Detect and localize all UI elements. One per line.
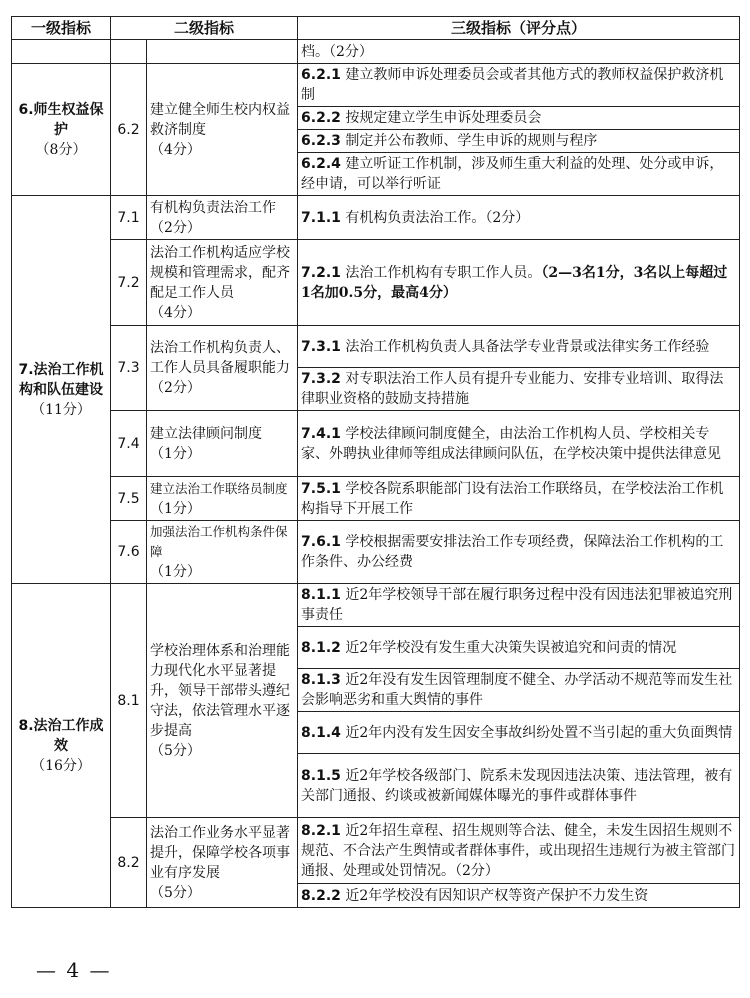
sub-index-8-2: 8.2 [111, 818, 147, 908]
sub-desc-7-2 [147, 240, 298, 326]
item-text: 近2年招生章程、招生规则等合法、健全，未发生因招生规则不规范、不合法产生舆情或者群体事件，或出现招生违规行为被主管部门通报、处理或处罚情况。（2分） [301, 822, 736, 879]
item-7-6-1 [298, 521, 740, 584]
sub-desc-7-3 [147, 326, 298, 411]
item-7-5-1 [298, 477, 740, 521]
table-row [12, 40, 740, 64]
table-row [12, 521, 740, 584]
item-code: 8.2.1 [301, 822, 341, 839]
sub-index-7-6: 7.6 [111, 521, 147, 584]
item-text: 学校法律顾问制度健全，由法治工作机构人员、学校相关专家、外聘执业律师等组成法律顾问队伍，在学校决策中提供法律意见 [301, 425, 722, 462]
sub-index-7-1: 7.1 [111, 196, 147, 240]
item-8-1-2 [298, 627, 740, 669]
item-6-2-4 [298, 153, 740, 196]
header-level3: 三级指标（评分点） [298, 17, 740, 40]
sub-desc-8-2 [147, 818, 298, 908]
sub-score: （4分） [150, 304, 201, 321]
item-code: 7.4.1 [301, 425, 341, 442]
table-row [12, 818, 740, 884]
item-code: 8.1.4 [301, 724, 341, 741]
sub-desc-text: 建立健全师生校内权益救济制度 [150, 101, 290, 138]
item-text: 学校根据需要安排法治工作专项经费，保障法治工作机构的工作条件、办公经费 [301, 534, 724, 570]
item-code: 7.3.2 [301, 371, 341, 387]
item-code: 7.3.1 [301, 338, 341, 355]
section-8-title [12, 584, 111, 908]
sub-desc-7-4 [147, 411, 298, 477]
section-score: （8分） [35, 141, 87, 158]
item-text: 近2年没有发生因管理制度不健全、办学活动不规范等而发生社会影响恶劣和重大舆情的事件 [301, 672, 733, 708]
section-title-text: 7.法治工作机构和队伍建设 [18, 361, 104, 398]
item-text: 对专职法治工作人员有提升专业能力、安排专业培训、取得法律职业资格的鼓励支持措施 [301, 371, 724, 407]
item-code: 8.1.5 [301, 767, 341, 784]
item-text: 近2年内没有发生因安全事故纠纷处置不当引起的重大负面舆情 [345, 724, 733, 741]
sub-score: （5分） [150, 884, 201, 901]
sub-score: （4分） [150, 141, 201, 158]
evaluation-table [11, 16, 740, 908]
item-text: 有机构负责法治工作。（2分） [345, 209, 530, 226]
table-row [12, 240, 740, 326]
sub-desc-text: 有机构负责法治工作 [150, 199, 276, 216]
item-text: 近2年学校各级部门、院系未发现因违法决策、违法管理，被有关部门通报、约谈或被新闻媒体曝光的事件或群体事件 [301, 767, 733, 804]
sub-desc-text: 法治工作机构负责人、工作人员具备履职能力 [150, 340, 290, 376]
item-code: 7.6.1 [301, 534, 341, 550]
item-8-2-1 [298, 818, 740, 884]
table-row [12, 584, 740, 627]
sub-desc-6-2 [147, 64, 298, 196]
continuation-text: 档。（2分） [298, 40, 740, 64]
item-8-1-3 [298, 669, 740, 712]
item-text: 法治工作机构负责人具备法学专业背景或法律实务工作经验 [345, 338, 710, 355]
item-code: 6.2.1 [301, 67, 341, 83]
sub-index-7-2: 7.2 [111, 240, 147, 326]
item-code: 7.5.1 [301, 480, 341, 497]
table-header-row [12, 17, 740, 40]
item-text: 按规定建立学生申诉处理委员会 [345, 110, 542, 126]
item-text: 近2年学校没有因知识产权等资产保护不力发生资 [345, 887, 649, 904]
sub-score: （2分） [150, 380, 201, 396]
section-title-text: 6.师生权益保护 [18, 101, 104, 138]
item-text: 学校各院系职能部门设有法治工作联络员，在学校法治工作机构指导下开展工作 [301, 480, 724, 517]
sub-index-8-1: 8.1 [111, 584, 147, 818]
item-7-1-1 [298, 196, 740, 240]
item-score-rule: （2—3名1分，3名以上每超过1名加0.5分，最高4分） [301, 264, 728, 301]
item-7-2-1 [298, 240, 740, 326]
sub-score: （5分） [150, 742, 201, 759]
item-text: 建立听证工作机制，涉及师生重大利益的处理、处分或申诉，经申请，可以举行听证 [301, 156, 724, 192]
table-row [12, 196, 740, 240]
sub-desc-text: 加强法治工作机构条件保障 [150, 524, 288, 559]
sub-index-7-4: 7.4 [111, 411, 147, 477]
page-number: — 4 — [36, 958, 112, 982]
sub-score: （2分） [150, 219, 201, 236]
section-7-title [12, 196, 111, 584]
table-row [12, 326, 740, 368]
sub-desc-text: 法治工作机构适应学校规模和管理需求，配齐配足工作人员 [150, 244, 290, 301]
item-6-2-3 [298, 130, 740, 153]
item-6-2-1 [298, 64, 740, 107]
section-6-title [12, 64, 111, 196]
sub-index-6-2: 6.2 [111, 64, 147, 196]
item-text: 制定并公布教师、学生申诉的规则与程序 [345, 133, 598, 149]
section-score: （11分） [31, 401, 91, 418]
item-text: 建立教师申诉处理委员会或者其他方式的教师权益保护救济机制 [301, 67, 724, 103]
item-8-2-2 [298, 884, 740, 908]
sub-desc-text: 建立法律顾问制度 [150, 425, 262, 442]
sub-index-7-5: 7.5 [111, 477, 147, 521]
sub-index-7-3: 7.3 [111, 326, 147, 411]
item-7-4-1 [298, 411, 740, 477]
table-row [12, 411, 740, 477]
section-title-text: 8.法治工作成效 [18, 717, 104, 754]
table-row [12, 64, 740, 107]
item-code: 6.2.4 [301, 156, 341, 172]
sub-score: （1分） [150, 500, 201, 517]
sub-score: （1分） [150, 445, 201, 462]
item-8-1-1 [298, 584, 740, 627]
item-code: 8.2.2 [301, 887, 341, 904]
item-7-3-1 [298, 326, 740, 368]
item-8-1-4 [298, 712, 740, 754]
header-level1: 一级指标 [12, 17, 111, 40]
item-code: 8.1.2 [301, 639, 341, 656]
sub-desc-7-5 [147, 477, 298, 521]
header-level2: 二级指标 [111, 17, 298, 40]
item-6-2-2 [298, 107, 740, 130]
sub-desc-text: 学校治理体系和治理能力现代化水平显著提升，领导干部带头遵纪守法，依法管理水平逐步提高 [150, 642, 290, 739]
sub-desc-7-6 [147, 521, 298, 584]
item-code: 7.2.1 [301, 264, 341, 281]
item-code: 8.1.3 [301, 672, 341, 688]
sub-desc-8-1 [147, 584, 298, 818]
item-code: 8.1.1 [301, 587, 341, 603]
sub-desc-text: 法治工作业务水平显著提升，保障学校各项事业有序发展 [150, 824, 290, 881]
item-text: 法治工作机构有专职工作人员。 [345, 264, 542, 281]
sub-score: （1分） [150, 564, 201, 580]
sub-desc-text: 建立法治工作联络员制度 [150, 480, 288, 496]
sub-desc-7-1 [147, 196, 298, 240]
item-code: 6.2.2 [301, 110, 341, 126]
item-text: 近2年学校没有发生重大决策失误被追究和问责的情况 [345, 639, 677, 656]
table-row [12, 477, 740, 521]
item-code: 6.2.3 [301, 133, 341, 149]
section-score: （16分） [31, 757, 91, 774]
item-code: 7.1.1 [301, 209, 341, 226]
item-8-1-5 [298, 754, 740, 818]
item-text: 近2年学校领导干部在履行职务过程中没有因违法犯罪被追究刑事责任 [301, 587, 733, 623]
item-7-3-2 [298, 368, 740, 411]
